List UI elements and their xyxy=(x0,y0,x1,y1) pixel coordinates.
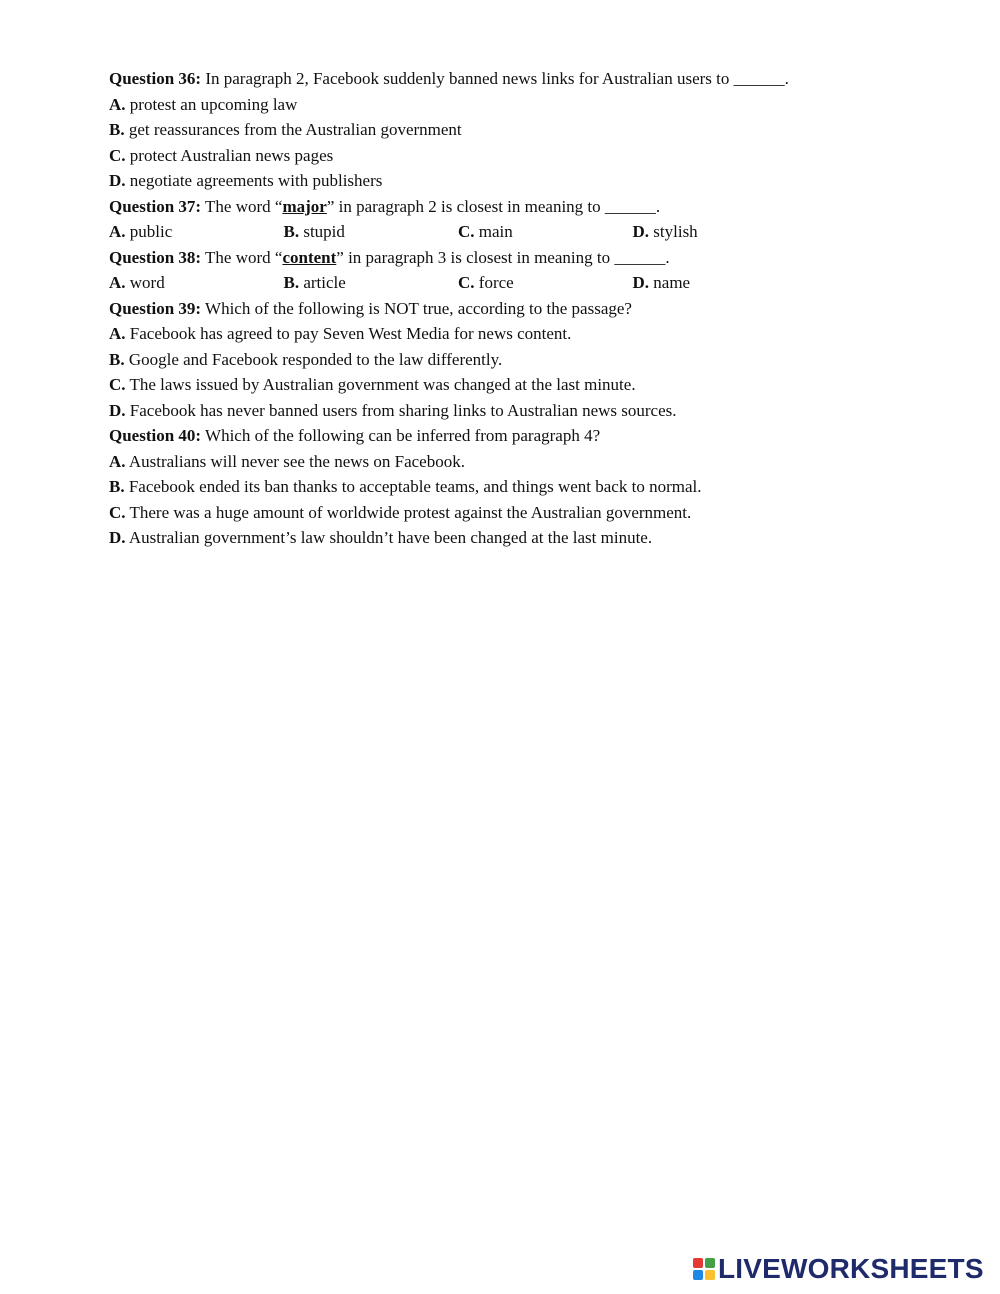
option-label: B. xyxy=(109,349,125,369)
option-label: B. xyxy=(283,273,300,292)
liveworksheets-logo xyxy=(693,1254,984,1284)
option-label: A. xyxy=(109,222,126,241)
option-label: A. xyxy=(109,94,126,114)
question-label: Question 38: xyxy=(109,247,202,267)
option-text: word xyxy=(125,273,165,292)
option-text: public xyxy=(125,222,173,241)
question-39-option-c xyxy=(109,372,969,398)
question-text-before: The word “ xyxy=(201,247,283,267)
question-38-option-c xyxy=(458,270,633,296)
option-label: C. xyxy=(458,273,475,292)
option-text: Australians will never see the news on Facebook. xyxy=(125,451,465,471)
logo-block xyxy=(705,1258,715,1268)
question-36-option-b xyxy=(109,117,969,143)
option-text: Facebook has never banned users from sharing links to Australian news sources. xyxy=(125,400,677,420)
question-label: Question 36: xyxy=(109,69,202,88)
logo-blocks-icon xyxy=(693,1258,715,1280)
option-text: Facebook ended its ban thanks to acceptable teams, and things went back to normal. xyxy=(124,477,702,496)
option-label: D. xyxy=(109,400,126,420)
question-40-option-c xyxy=(109,500,969,526)
logo-block xyxy=(693,1270,703,1280)
option-label: A. xyxy=(109,273,126,292)
question-text-after: ” in paragraph 2 is closest in meaning to ______. xyxy=(326,196,661,216)
option-label: C. xyxy=(109,375,126,394)
question-40-option-d xyxy=(109,525,969,551)
option-text: article xyxy=(299,273,346,292)
question-keyword: content xyxy=(282,247,337,267)
option-label: A. xyxy=(109,324,126,343)
option-text: main xyxy=(474,222,513,241)
question-38-options xyxy=(109,270,969,296)
logo-block xyxy=(693,1258,703,1268)
question-39-option-d xyxy=(109,398,969,424)
question-36-option-a xyxy=(109,92,969,118)
question-39-option-b xyxy=(109,347,969,373)
option-label: B. xyxy=(109,120,125,139)
option-text: stupid xyxy=(299,222,345,241)
question-39-option-a xyxy=(109,321,969,347)
option-text: protect Australian news pages xyxy=(125,145,334,165)
question-36-option-d xyxy=(109,168,969,194)
question-40-option-b xyxy=(109,474,969,500)
question-text-after: ” in paragraph 3 is closest in meaning to ______. xyxy=(336,247,670,267)
option-text: get reassurances from the Australian government xyxy=(124,120,462,139)
question-36-option-c xyxy=(109,143,969,169)
option-text: Facebook has agreed to pay Seven West Media for news content. xyxy=(125,324,572,343)
question-label: Question 40: xyxy=(109,426,202,445)
option-text: The laws issued by Australian government was changed at the last minute. xyxy=(125,375,636,394)
question-text: In paragraph 2, Facebook suddenly banned news links for Australian users to ______. xyxy=(201,69,789,88)
option-text: force xyxy=(474,273,514,292)
question-37-options xyxy=(109,219,969,245)
logo-text: LIVEWORKSHEETS xyxy=(718,1253,984,1284)
question-40-option-a xyxy=(109,449,969,475)
option-text: name xyxy=(649,273,691,292)
option-label: C. xyxy=(458,222,475,241)
option-label: A. xyxy=(109,451,126,471)
option-label: B. xyxy=(109,477,125,496)
option-text: protest an upcoming law xyxy=(125,94,298,114)
question-38-option-a xyxy=(109,270,284,296)
option-label: D. xyxy=(109,171,126,190)
option-label: B. xyxy=(283,222,300,241)
question-40-stem xyxy=(109,423,969,449)
question-38-stem xyxy=(109,245,969,271)
question-36-stem xyxy=(109,66,969,92)
question-37-stem xyxy=(109,194,969,220)
question-39-stem xyxy=(109,296,969,322)
option-text: There was a huge amount of worldwide protest against the Australian government. xyxy=(125,502,692,522)
question-38-option-d xyxy=(633,270,808,296)
question-37-option-b xyxy=(284,219,459,245)
option-text: stylish xyxy=(649,222,698,241)
question-37-option-a xyxy=(109,219,284,245)
question-label: Question 37: xyxy=(109,196,202,216)
option-label: D. xyxy=(632,273,650,292)
question-text: Which of the following is NOT true, according to the passage? xyxy=(201,298,632,318)
worksheet-page xyxy=(109,66,969,551)
option-label: C. xyxy=(109,502,126,522)
question-37-option-c xyxy=(458,219,633,245)
logo-block xyxy=(705,1270,715,1280)
option-text: negotiate agreements with publishers xyxy=(125,171,383,190)
option-text: Australian government’s law shouldn’t have been changed at the last minute. xyxy=(125,528,653,547)
question-38-option-b xyxy=(284,270,459,296)
question-text-before: The word “ xyxy=(201,196,283,216)
question-label: Question 39: xyxy=(109,298,202,318)
option-label: D. xyxy=(632,222,650,241)
question-37-option-d xyxy=(633,219,808,245)
option-label: D. xyxy=(109,528,126,547)
question-text: Which of the following can be inferred from paragraph 4? xyxy=(201,426,601,445)
question-keyword: major xyxy=(282,196,327,216)
option-text: Google and Facebook responded to the law differently. xyxy=(124,349,503,369)
option-label: C. xyxy=(109,145,126,165)
